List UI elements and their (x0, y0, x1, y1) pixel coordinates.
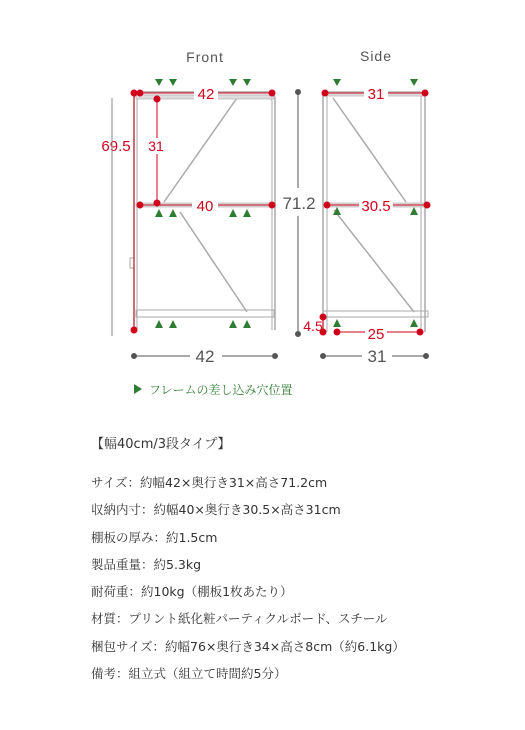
side-view-title: Side (359, 48, 393, 64)
marker-up-icon (229, 209, 237, 217)
spec-shelf-thickness: 棚板の厚み：約1.5cm (91, 529, 218, 545)
side-leg-height-label: 4.5 (303, 318, 323, 334)
marker-down-icon (243, 79, 251, 86)
marker-down-icon (169, 79, 177, 86)
spec-material: 材質：プリント紙化粧パーティクルボード、スチール (91, 611, 388, 627)
marker-down-icon (333, 79, 341, 86)
side-top-depth-label: 31 (367, 86, 385, 103)
marker-up-icon (169, 320, 177, 328)
side-base-inner-label: 25 (367, 326, 385, 343)
marker-up-icon (243, 320, 251, 328)
legend-text: フレームの差し込み穴位置 (149, 383, 293, 397)
marker-down-icon (410, 79, 418, 86)
spec-notes: 備考：組立式（組立て時間約5分） (91, 666, 287, 682)
marker-up-icon (243, 209, 251, 217)
marker-up-icon (410, 207, 418, 215)
marker-up-icon (169, 209, 177, 217)
front-top-width-label: 42 (197, 86, 215, 103)
side-total-height-label: 71.2 (282, 194, 316, 213)
front-inner-width-label: 40 (196, 198, 214, 215)
spec-inner-size: 収納内寸：約幅40×奥行き30.5×高さ31cm (91, 502, 341, 518)
front-shelf-gap-label: 31 (148, 138, 164, 154)
marker-down-icon (229, 79, 237, 86)
spec-size: サイズ：約幅42×奥行き31×高さ71.2cm (91, 475, 328, 490)
spec-heading: 【幅40cm/3段タイプ】 (91, 437, 231, 452)
marker-up-icon (410, 319, 418, 327)
side-height-guide (296, 90, 301, 337)
front-base-width-label: 42 (195, 347, 215, 366)
spec-load-capacity: 耐荷重：約10kg（棚板1枚あたり） (91, 584, 293, 600)
side-base-depth-label: 31 (367, 347, 387, 366)
marker-up-icon (333, 319, 341, 327)
front-view-title: Front (186, 49, 224, 65)
spec-weight: 製品重量：約5.3kg (91, 556, 202, 572)
marker-up-icon (155, 320, 163, 328)
side-inner-depth-label: 30.5 (361, 198, 391, 215)
spec-list (91, 474, 405, 692)
spec-package-size: 梱包サイズ：約幅76×奥行き34×高さ8cm（約6.1kg） (91, 638, 405, 654)
legend-marker-icon (134, 384, 142, 394)
marker-up-icon (229, 320, 237, 328)
marker-down-icon (155, 79, 163, 86)
front-total-height-label: 69.5 (101, 138, 131, 155)
marker-up-icon (155, 209, 163, 217)
